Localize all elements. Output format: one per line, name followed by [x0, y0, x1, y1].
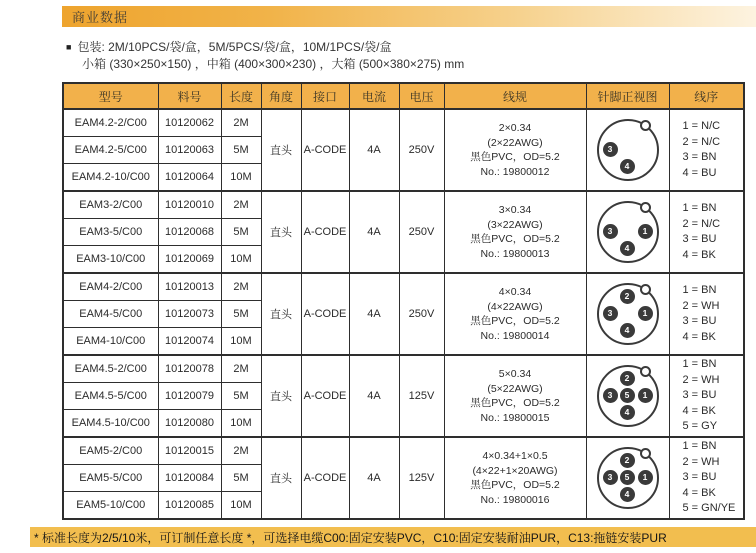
connector-front-view-icon [597, 447, 659, 509]
voltage-cell: 250V [399, 109, 444, 191]
interface-cell: A-CODE [301, 273, 349, 355]
wire-spec-line: 2×0.34 [498, 122, 532, 134]
wire-order-cell [669, 437, 744, 519]
part-no-cell: 10120063 [158, 137, 221, 164]
wire-order-item: 1 = BN [682, 202, 717, 214]
wire-spec-line: 黑色PVC，OD=5.2 [470, 479, 560, 491]
wire-order-item: 4 = BU [682, 166, 717, 179]
model-cell: EAM4-10/C00 [63, 328, 158, 356]
keyway-notch-icon [640, 202, 651, 213]
table-row [63, 355, 744, 383]
length-cell: 5M [221, 465, 261, 492]
pin-3-icon: 3 [603, 470, 618, 485]
packaging-info [66, 39, 464, 73]
connector-front-view-icon [597, 283, 659, 345]
wire-spec-line: (4×22+1×20AWG) [472, 464, 558, 477]
wire-order-item: 2 = WH [682, 299, 720, 312]
interface-cell: A-CODE [301, 355, 349, 437]
part-no-cell: 10120073 [158, 301, 221, 328]
wire-order-item: 3 = BU [682, 471, 717, 484]
current-cell: 4A [349, 191, 399, 273]
pin-5-icon: 5 [620, 470, 635, 485]
column-header: 电流 [349, 83, 399, 109]
angle-cell: 直头 [261, 191, 301, 273]
pin-1-icon: 1 [638, 470, 653, 485]
pin-2-icon: 2 [620, 289, 635, 304]
length-cell: 10M [221, 328, 261, 356]
keyway-notch-icon [640, 366, 651, 377]
length-cell: 5M [221, 219, 261, 246]
wire-spec-line: 黑色PVC，OD=5.2 [470, 151, 560, 163]
length-cell: 2M [221, 437, 261, 465]
model-cell: EAM4.5-2/C00 [63, 355, 158, 383]
wire-order-item: 5 = GY [682, 420, 718, 433]
pin-1-icon: 1 [638, 224, 653, 239]
part-no-cell: 10120068 [158, 219, 221, 246]
length-cell: 10M [221, 410, 261, 438]
pin-2-icon: 2 [620, 371, 635, 386]
column-header: 长度 [221, 83, 261, 109]
length-cell: 2M [221, 355, 261, 383]
pin-2-icon: 2 [620, 453, 635, 468]
model-cell: EAM4.2-5/C00 [63, 137, 158, 164]
pin-4-icon: 4 [620, 405, 635, 420]
column-header: 型号 [63, 83, 158, 109]
pin-3-icon: 3 [603, 224, 618, 239]
current-cell: 4A [349, 437, 399, 519]
current-cell: 4A [349, 355, 399, 437]
wire-order-item: 3 = BU [682, 233, 717, 245]
part-no-cell: 10120010 [158, 191, 221, 219]
footnote-text: * 标准长度为2/5/10米，可订制任意长度 *，可选择电缆C00:固定安装PVC，C10:固定安装耐油PUR，C13:拖链安装PUR [34, 530, 667, 545]
wire-spec-line: No.: 19800012 [480, 165, 550, 178]
model-cell: EAM4.5-10/C00 [63, 410, 158, 438]
wire-spec-line: No.: 19800015 [480, 411, 550, 424]
interface-cell: A-CODE [301, 191, 349, 273]
pin-1-icon: 1 [638, 306, 653, 321]
part-no-cell: 10120015 [158, 437, 221, 465]
wire-order-item: 2 = N/C [682, 217, 721, 230]
bullet-square-icon: ■ [66, 42, 72, 52]
keyway-notch-icon [640, 448, 651, 459]
model-cell: EAM4.2-10/C00 [63, 164, 158, 192]
page-title: 商业数据 [72, 10, 129, 25]
model-cell: EAM3-5/C00 [63, 219, 158, 246]
wire-spec-line: 4×0.34 [498, 286, 532, 298]
length-cell: 5M [221, 137, 261, 164]
model-cell: EAM4.2-2/C00 [63, 109, 158, 137]
angle-cell: 直头 [261, 355, 301, 437]
keyway-notch-icon [640, 284, 651, 295]
wire-order-cell [669, 273, 744, 355]
wire-spec-cell [444, 273, 586, 355]
length-cell: 10M [221, 246, 261, 274]
wire-spec-line: No.: 19800016 [480, 493, 550, 506]
model-cell: EAM5-10/C00 [63, 492, 158, 520]
length-cell: 2M [221, 273, 261, 301]
connector-front-view-icon [597, 201, 659, 263]
packaging-text-2: 小箱 (330×250×150) ，中箱 (400×300×230) ，大箱 (500×380×275) mm [82, 57, 465, 71]
pin-view-cell [586, 191, 669, 273]
model-cell: EAM3-2/C00 [63, 191, 158, 219]
pin-3-icon: 3 [603, 388, 618, 403]
model-cell: EAM4-2/C00 [63, 273, 158, 301]
wire-order-item: 4 = BK [682, 330, 716, 343]
packaging-line-1 [66, 39, 464, 56]
model-cell: EAM5-5/C00 [63, 465, 158, 492]
pin-view-cell [586, 109, 669, 191]
pin-1-icon: 1 [638, 388, 653, 403]
wire-order-cell [669, 191, 744, 273]
wire-order-item: 1 = N/C [682, 120, 721, 132]
pin-5-icon: 5 [620, 388, 635, 403]
length-cell: 10M [221, 492, 261, 520]
wire-order-item: 4 = BK [682, 404, 716, 417]
part-no-cell: 10120078 [158, 355, 221, 383]
interface-cell: A-CODE [301, 437, 349, 519]
table-row [63, 109, 744, 137]
keyway-notch-icon [640, 120, 651, 131]
pin-view-cell [586, 273, 669, 355]
length-cell: 2M [221, 191, 261, 219]
part-no-cell: 10120074 [158, 328, 221, 356]
column-header: 接口 [301, 83, 349, 109]
wire-spec-line: 黑色PVC，OD=5.2 [470, 315, 560, 327]
section-title-bar [62, 6, 756, 27]
spec-table-head-row [63, 83, 744, 109]
wire-order-item: 4 = BK [682, 248, 716, 261]
pin-3-icon: 3 [603, 306, 618, 321]
wire-spec-line: (4×22AWG) [487, 300, 543, 313]
voltage-cell: 125V [399, 437, 444, 519]
column-header: 角度 [261, 83, 301, 109]
column-header: 针脚正视图 [586, 83, 669, 109]
voltage-cell: 250V [399, 273, 444, 355]
voltage-cell: 125V [399, 355, 444, 437]
wire-order-item: 1 = BN [682, 440, 717, 453]
wire-order-item: 2 = WH [682, 373, 720, 386]
length-cell: 2M [221, 109, 261, 137]
wire-order-item: 1 = BN [682, 284, 717, 296]
wire-spec-line: 黑色PVC，OD=5.2 [470, 233, 560, 245]
table-row [63, 191, 744, 219]
wire-spec-cell [444, 109, 586, 191]
model-cell: EAM3-10/C00 [63, 246, 158, 274]
packaging-line-2 [66, 56, 464, 73]
pin-view-cell [586, 437, 669, 519]
angle-cell: 直头 [261, 109, 301, 191]
wire-order-item: 3 = BU [682, 315, 717, 327]
spec-table-body [63, 109, 744, 519]
angle-cell: 直头 [261, 437, 301, 519]
wire-spec-line: 4×0.34+1×0.5 [482, 450, 548, 462]
part-no-cell: 10120079 [158, 383, 221, 410]
wire-spec-line: (5×22AWG) [487, 382, 543, 395]
part-no-cell: 10120080 [158, 410, 221, 438]
wire-spec-cell [444, 437, 586, 519]
current-cell: 4A [349, 109, 399, 191]
model-cell: EAM5-2/C00 [63, 437, 158, 465]
wire-spec-line: No.: 19800013 [480, 247, 550, 260]
pin-4-icon: 4 [620, 159, 635, 174]
pin-4-icon: 4 [620, 323, 635, 338]
part-no-cell: 10120085 [158, 492, 221, 520]
connector-front-view-icon [597, 119, 659, 181]
wire-order-item: 2 = N/C [682, 135, 721, 148]
wire-order-cell [669, 355, 744, 437]
model-cell: EAM4.5-5/C00 [63, 383, 158, 410]
packaging-text-1: 包装: 2M/10PCS/袋/盒，5M/5PCS/袋/盒，10M/1PCS/袋/盒 [77, 40, 392, 54]
wire-order-item: 1 = BN [682, 358, 717, 371]
column-header: 线规 [444, 83, 586, 109]
pin-4-icon: 4 [620, 241, 635, 256]
part-no-cell: 10120064 [158, 164, 221, 192]
wire-spec-line: 3×0.34 [498, 204, 532, 216]
wire-order-item: 4 = BK [682, 486, 716, 499]
column-header: 电压 [399, 83, 444, 109]
model-cell: EAM4-5/C00 [63, 301, 158, 328]
part-no-cell: 10120013 [158, 273, 221, 301]
wire-spec-line: (2×22AWG) [487, 136, 543, 149]
wire-spec-cell [444, 355, 586, 437]
spec-table [62, 82, 745, 520]
wire-order-item: 2 = WH [682, 455, 720, 468]
table-row [63, 437, 744, 465]
wire-spec-line: No.: 19800014 [480, 329, 550, 342]
footnote-bar [30, 527, 756, 547]
wire-spec-line: (3×22AWG) [487, 218, 543, 231]
wire-spec-line: 5×0.34 [498, 368, 532, 380]
pin-3-icon: 3 [603, 142, 618, 157]
current-cell: 4A [349, 273, 399, 355]
pin-view-cell [586, 355, 669, 437]
table-row [63, 273, 744, 301]
angle-cell: 直头 [261, 273, 301, 355]
pin-4-icon: 4 [620, 487, 635, 502]
wire-order-item: 5 = GN/YE [682, 502, 736, 515]
connector-front-view-icon [597, 365, 659, 427]
column-header: 料号 [158, 83, 221, 109]
wire-order-item: 3 = BU [682, 389, 717, 402]
part-no-cell: 10120084 [158, 465, 221, 492]
length-cell: 10M [221, 164, 261, 192]
length-cell: 5M [221, 301, 261, 328]
wire-order-cell [669, 109, 744, 191]
part-no-cell: 10120069 [158, 246, 221, 274]
column-header: 线序 [669, 83, 744, 109]
voltage-cell: 250V [399, 191, 444, 273]
length-cell: 5M [221, 383, 261, 410]
interface-cell: A-CODE [301, 109, 349, 191]
wire-order-item: 3 = BN [682, 151, 717, 163]
part-no-cell: 10120062 [158, 109, 221, 137]
wire-spec-cell [444, 191, 586, 273]
wire-spec-line: 黑色PVC，OD=5.2 [470, 397, 560, 409]
